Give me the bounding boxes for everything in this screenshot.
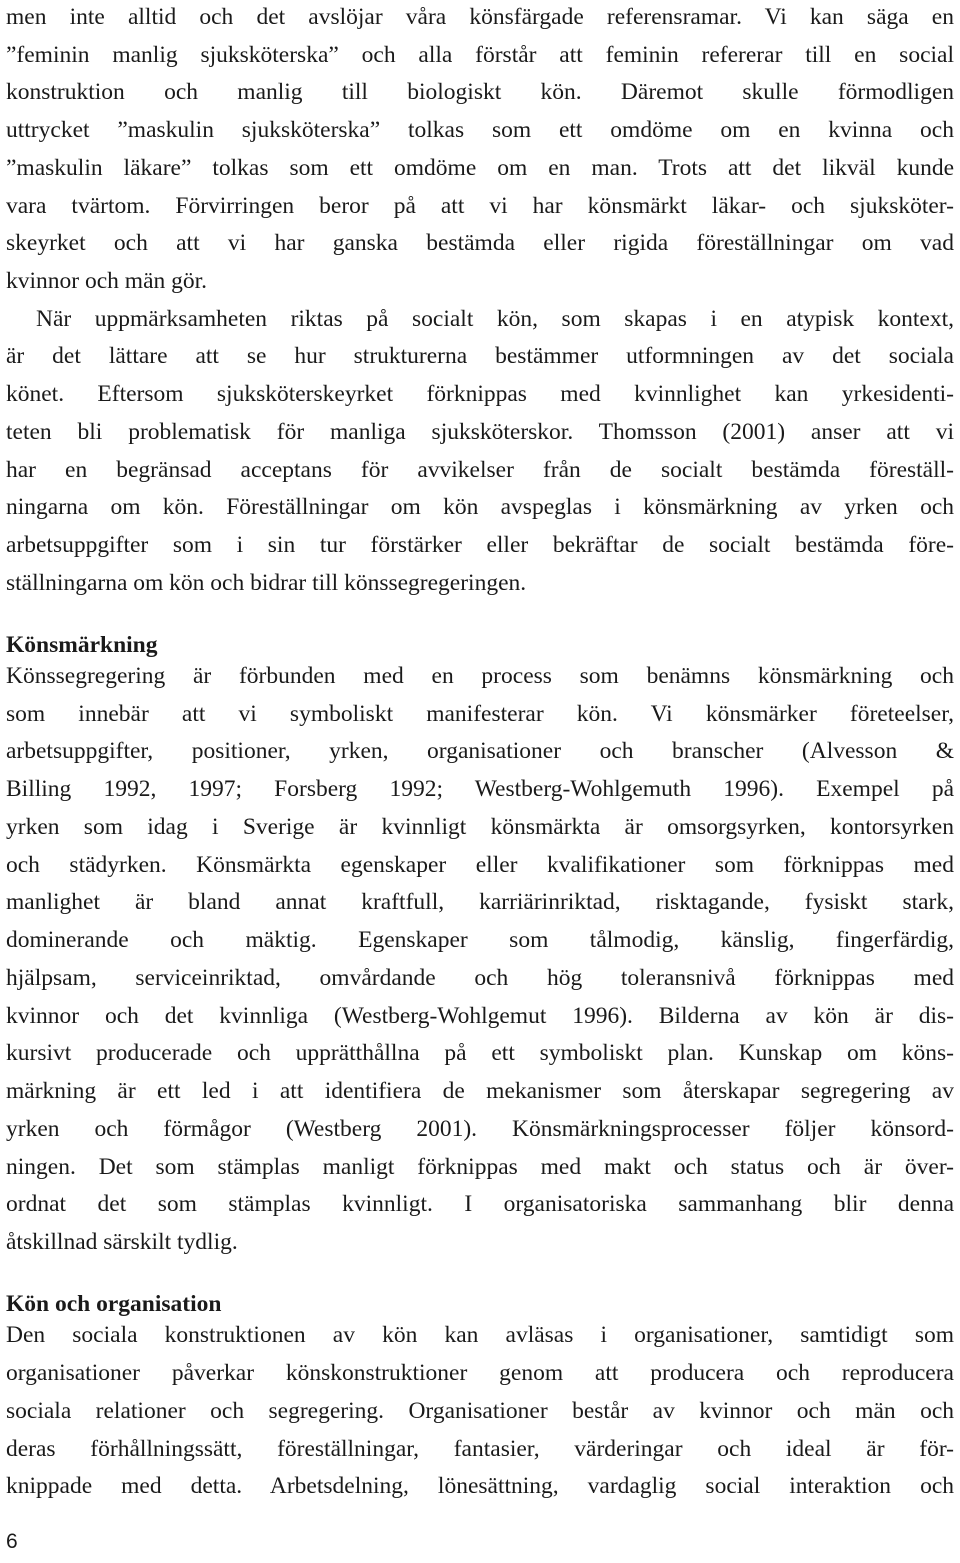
text-line: kvinnor och män gör. xyxy=(6,268,208,294)
text-line: arbetsuppgifter som i sin tur förstärker eller bekräftar de socialt bestämda före- xyxy=(6,532,954,558)
text-line: ningen. Det som stämplas manligt förknippas med makt och status och är över- xyxy=(6,1154,954,1180)
text-line: knippade med detta. Arbetsdelning, lönesättning, vardaglig social interaktion och xyxy=(6,1473,954,1499)
text-line: När uppmärksamheten riktas på socialt kön, som skapas i en atypisk kontext, xyxy=(36,306,954,332)
text-line: manlighet är bland annat kraftfull, karriärinriktad, risktagande, fysiskt stark, xyxy=(6,889,954,915)
text-line: teten bli problematisk för manliga sjuksköterskor. Thomsson (2001) anser att vi xyxy=(6,419,954,445)
text-line: vara tvärtom. Förvirringen beror på att vi har könsmärkt läkar- och sjuksköter- xyxy=(6,193,954,219)
text-line: Billing 1992, 1997; Forsberg 1992; Westberg-Wohlgemuth 1996). Exempel på xyxy=(6,776,954,802)
section-heading: Kön och organisation xyxy=(6,1291,222,1317)
text-line: Den sociala konstruktionen av kön kan avläsas i organisationer, samtidigt som xyxy=(6,1322,954,1348)
page-number: 6 xyxy=(6,1530,18,1553)
text-line: ”maskulin läkare” tolkas som ett omdöme om en man. Trots att det likväl kunde xyxy=(6,155,954,181)
text-line: deras förhållningssätt, föreställningar, fantasier, värderingar och ideal är för- xyxy=(6,1436,954,1462)
text-line: kursivt producerade och upprätthållna på ett symboliskt plan. Kunskap om köns- xyxy=(6,1040,954,1066)
text-line: och städyrken. Könsmärkta egenskaper eller kvalifikationer som förknippas med xyxy=(6,852,954,878)
text-line: kvinnor och det kvinnliga (Westberg-Wohlgemut 1996). Bilderna av kön är dis- xyxy=(6,1003,954,1029)
text-line: ordnat det som stämplas kvinnligt. I organisatoriska sammanhang blir denna xyxy=(6,1191,954,1217)
text-line: konstruktion och manlig till biologiskt kön. Däremot skulle förmodligen xyxy=(6,79,954,105)
text-line: hjälpsam, serviceinriktad, omvårdande och hög toleransnivå förknippas med xyxy=(6,965,954,991)
text-line: märkning är ett led i att identifiera de mekanismer som återskapar segregering av xyxy=(6,1078,954,1104)
text-line: ningarna om kön. Föreställningar om kön avspeglas i könsmärkning av yrken och xyxy=(6,494,954,520)
text-line: könet. Eftersom sjuksköterskeyrket förknippas med kvinnlighet kan yrkesidenti- xyxy=(6,381,954,407)
text-line: yrken som idag i Sverige är kvinnligt könsmärkta är omsorgsyrken, kontorsyrken xyxy=(6,814,954,840)
section-heading: Könsmärkning xyxy=(6,632,158,658)
text-line: organisationer påverkar könskonstruktioner genom att producera och reproducera xyxy=(6,1360,954,1386)
text-line: som innebär att vi symboliskt manifesterar kön. Vi könsmärker företeelser, xyxy=(6,701,954,727)
text-line: yrken och förmågor (Westberg 2001). Könsmärkningsprocesser följer könsord- xyxy=(6,1116,954,1142)
text-line: sociala relationer och segregering. Organisationer består av kvinnor och män och xyxy=(6,1398,954,1424)
text-line: åtskillnad särskilt tydlig. xyxy=(6,1229,238,1255)
text-line: är det lättare att se hur strukturerna bestämmer utformningen av det sociala xyxy=(6,343,954,369)
text-line: Könssegregering är förbunden med en process som benämns könsmärkning och xyxy=(6,663,954,689)
text-line: uttrycket ”maskulin sjuksköterska” tolkas som ett omdöme om en kvinna och xyxy=(6,117,954,143)
text-line: arbetsuppgifter, positioner, yrken, organisationer och branscher (Alvesson & xyxy=(6,738,954,764)
text-line: dominerande och mäktig. Egenskaper som tålmodig, känslig, fingerfärdig, xyxy=(6,927,954,953)
text-line: ställningarna om kön och bidrar till könssegregeringen. xyxy=(6,570,527,596)
text-line: men inte alltid och det avslöjar våra könsfärgade referensramar. Vi kan säga en xyxy=(6,4,954,30)
text-line: skeyrket och att vi har ganska bestämda eller rigida föreställningar om vad xyxy=(6,230,954,256)
text-line: ”feminin manlig sjuksköterska” och alla förstår att feminin refererar till en social xyxy=(6,42,954,68)
text-line: har en begränsad acceptans för avvikelser från de socialt bestämda föreställ- xyxy=(6,457,954,483)
